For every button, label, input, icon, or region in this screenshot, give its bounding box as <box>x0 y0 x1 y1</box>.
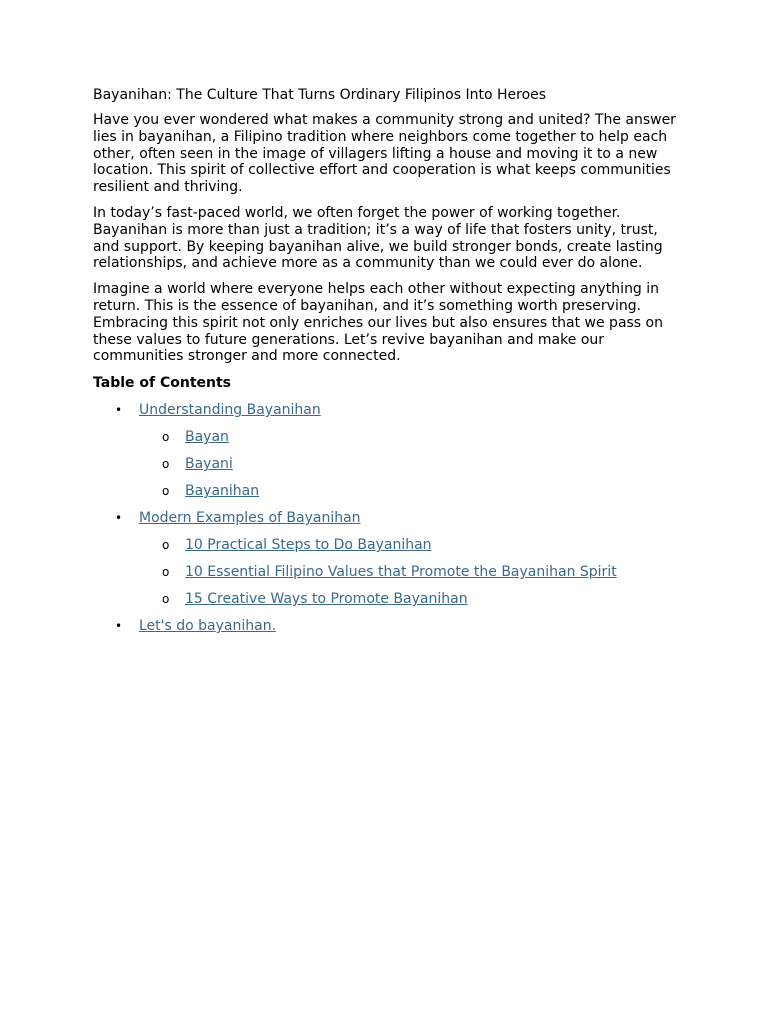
document-title: Bayanihan: The Culture That Turns Ordinary Filipinos Into Heroes <box>93 87 547 103</box>
toc-sublist-modern <box>139 536 678 608</box>
toc-item-lets-do-bayanihan <box>93 617 678 635</box>
intro-paragraph-2: In today’s fast-paced world, we often forget the power of working together. Bayanihan is more than just a tradition; it’s a way of life that fosters unity, trust, and support. By keeping bayanihan alive, we build stronger bonds, create lasting relationships, and achieve more as a community than we could ever do alone. <box>93 204 663 272</box>
toc-link-lets-do-bayanihan[interactable]: Let's do bayanihan. <box>139 618 277 635</box>
toc-link-essential-values[interactable]: 10 Essential Filipino Values that Promote the Bayanihan Spirit <box>185 564 617 581</box>
toc-item-modern-examples <box>93 509 678 608</box>
toc-link-practical-steps[interactable]: 10 Practical Steps to Do Bayanihan <box>185 537 432 554</box>
toc-subitem-essential-values <box>139 563 678 581</box>
document-page <box>93 86 678 644</box>
toc-link-understanding-bayanihan[interactable]: Understanding Bayanihan <box>139 402 321 419</box>
toc-subitem-bayan <box>139 428 678 446</box>
toc-item-understanding-bayanihan <box>93 401 678 500</box>
toc-subitem-bayanihan <box>139 482 678 500</box>
toc-link-modern-examples[interactable]: Modern Examples of Bayanihan <box>139 510 361 527</box>
intro-paragraph-3: Imagine a world where everyone helps each other without expecting anything in return. This is the essence of bayanihan, and it’s something worth preserving. Embracing this spirit not only enriches our lives but also ensures that we pass on these values to future generations. Let’s revive bayanihan and make our communities stronger and more connected. <box>93 281 663 365</box>
toc-link-bayani[interactable]: Bayani <box>185 456 233 473</box>
toc-link-creative-ways[interactable]: 15 Creative Ways to Promote Bayanihan <box>185 591 468 608</box>
toc-sublist-understanding <box>139 428 678 500</box>
toc-subitem-creative-ways <box>139 590 678 608</box>
toc-link-bayan[interactable]: Bayan <box>185 429 229 446</box>
toc-subitem-bayani <box>139 455 678 473</box>
toc-subitem-practical-steps <box>139 536 678 554</box>
toc-link-bayanihan[interactable]: Bayanihan <box>185 483 260 500</box>
table-of-contents <box>93 401 678 635</box>
toc-heading: Table of Contents <box>93 375 232 392</box>
intro-paragraph-1: Have you ever wondered what makes a community strong and united? The answer lies in bayanihan, a Filipino tradition where neighbors come together to help each other, often seen in the image of villagers lifting a house and moving it to a new location. This spirit of collective effort and cooperation is what keeps communities resilient and thriving. <box>93 112 676 196</box>
